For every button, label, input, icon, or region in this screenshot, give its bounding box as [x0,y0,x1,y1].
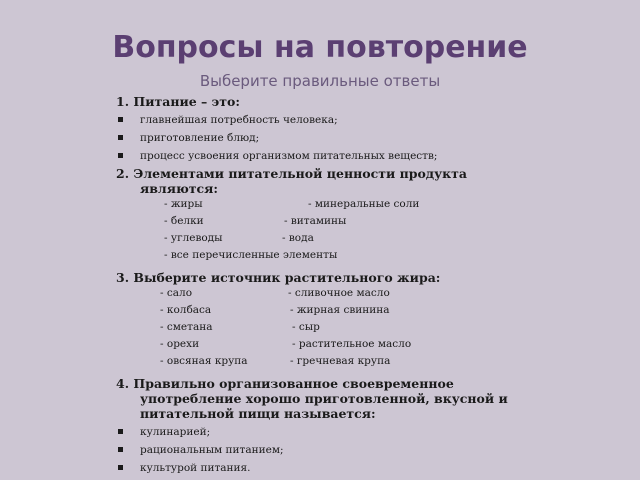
option-row [116,198,616,215]
option-item: культурой питания. [116,459,616,477]
option-right: - растительное масло [292,338,412,350]
option-right: - гречневая крупа [290,355,391,367]
option-row [116,215,616,232]
question-4-text-line1: 4. Правильно организованное своевременное [116,376,454,391]
option-item: кулинарией; [116,423,616,441]
option-left: - овсяная крупа [160,355,248,367]
option-right: - жирная свинина [290,304,390,316]
question-4 [116,376,616,421]
option-item: рациональным питанием; [116,441,616,459]
option-left: - жиры [164,198,203,210]
option-right: - вода [282,232,314,244]
question-4-text-line2: употребление хорошо приготовленной, вкусной и [140,391,508,406]
option-row [116,321,616,338]
question-4-text-line3: питательной пищи называется: [140,406,376,421]
question-1 [116,94,616,109]
question-2 [116,166,616,196]
question-1-text: 1. Питание – это: [116,94,240,109]
option-item: приготовление блюд; [116,129,616,147]
questions-list [116,94,616,477]
slide-title: Вопросы на повторение [112,30,528,65]
option-right: - сыр [292,321,320,333]
option-right: - сливочное масло [288,287,390,299]
option-row [116,232,616,249]
option-left: - все перечисленные элементы [164,249,338,261]
option-row [116,355,616,372]
option-item: процесс усвоения организмом питательных веществ; [116,147,616,165]
question-4-options [116,423,616,477]
question-3 [116,270,616,285]
option-left: - сало [160,287,193,299]
option-row [116,249,616,266]
option-row [116,338,616,355]
option-row [116,287,616,304]
slide-subtitle: Выберите правильные ответы [199,72,441,90]
option-right: - минеральные соли [308,198,420,210]
question-3-text: 3. Выберите источник растительного жира: [116,270,441,285]
option-left: - углеводы [164,232,223,244]
option-left: - сметана [160,321,213,333]
option-right: - витамины [284,215,347,227]
option-left: - орехи [160,338,200,350]
question-2-text-line2: являются: [140,181,218,196]
question-2-options [116,198,616,266]
question-3-options [116,287,616,372]
question-2-text-line1: 2. Элементами питательной ценности продукта [116,166,468,181]
option-row [116,304,616,321]
option-item: главнейшая потребность человека; [116,111,616,129]
option-left: - белки [164,215,204,227]
question-1-options [116,111,616,165]
option-left: - колбаса [160,304,212,316]
